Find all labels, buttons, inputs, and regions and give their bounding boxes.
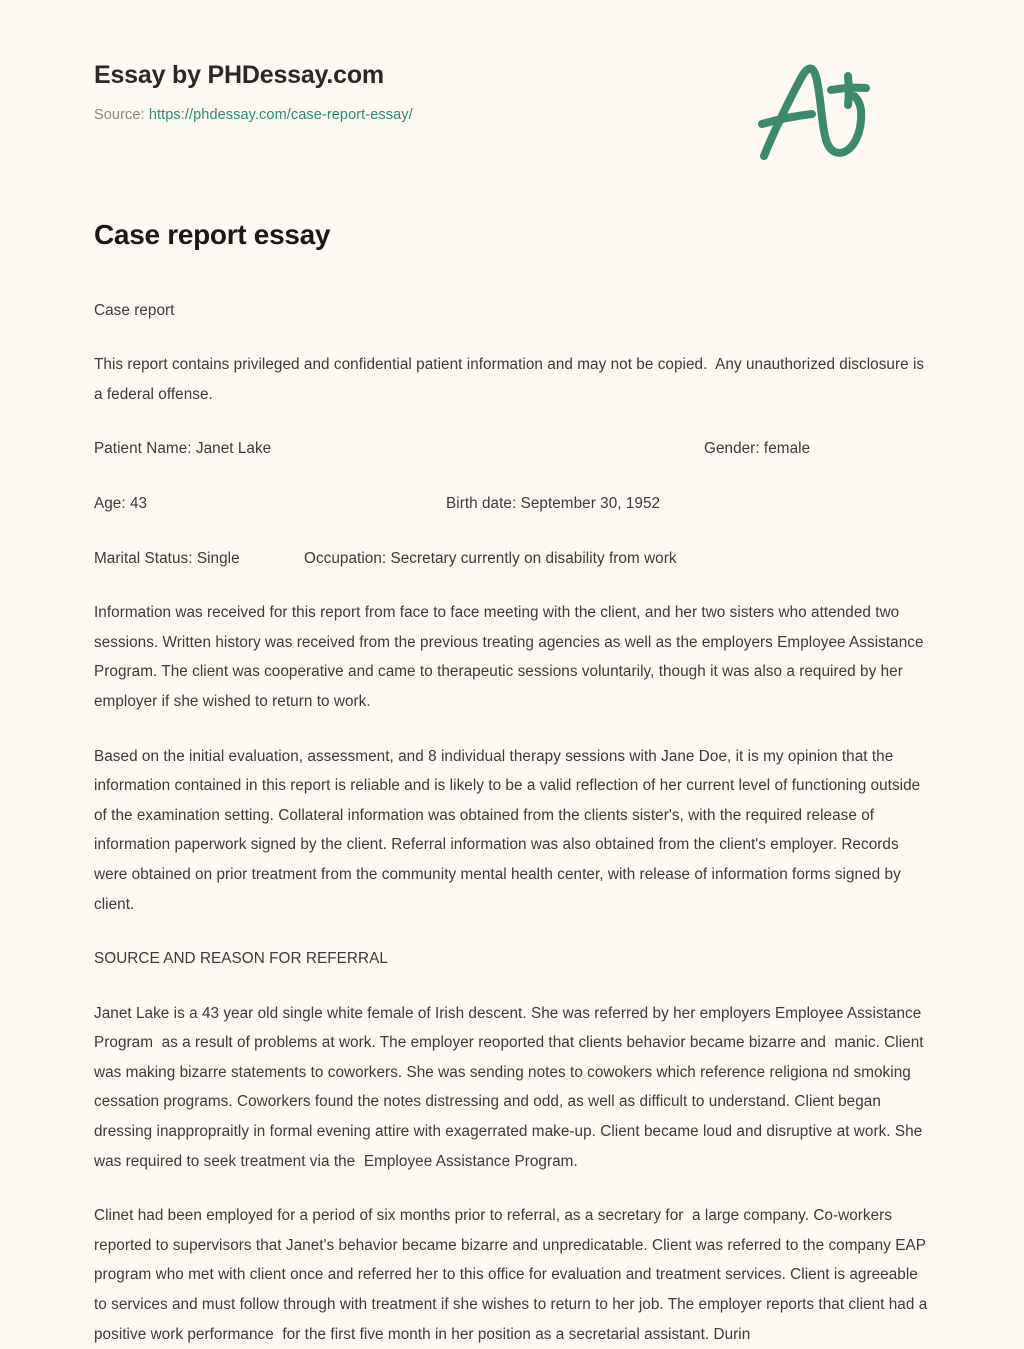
patient-birthdate-field: Birth date: September 30, 1952: [446, 494, 661, 512]
patient-info-row: [94, 489, 930, 519]
patient-info-row: [94, 434, 930, 464]
a-plus-logo-icon: [750, 58, 882, 162]
paragraph-opinion: Based on the initial evaluation, assessment, and 8 individual therapy sessions with Jane Doe, it is my opinion that the information contained in this report is reliable and is likely to be a valid reflection of her current level of functioning outside of the examination setting. Collateral information was obtained from the clients sister's, with the required release of information paperwork signed by the client. Referral information was also obtained from the client's employer. Records were obtained on prior treatment from the community mental health center, with release of information forms signed by client.: [94, 747, 925, 913]
patient-name-field: Patient Name: Janet Lake: [94, 440, 272, 458]
document-body: [94, 120, 930, 1349]
paragraph-employment: Clinet had been employed for a period of six months prior to referral, as a secretary for a large company. Co-workers reported to supervisors that Janet's behavior became bizarre and unpredicatable. Client was referred to the company EAP program who met with client once and referred her to this office for evaluation and treatment services. Client is agreeable to services and must follow through with treatment if she wishes to return to her job. The employer reports that client had a positive work performance for the first five month in her position as a secretarial assistant. Durin: [94, 1207, 932, 1343]
page-title: Case report essay: [94, 219, 331, 250]
paragraph-referral: Janet Lake is a 43 year old single white female of Irish descent. She was referred by her employers Employee Assistance Program as a result of problems at work. The employer reoported that clients behavior became bizarre and manic. Client was making bizarre statements to coworkers. She was sending notes to cowokers which reference religiona nd smoking cessation programs. Coworkers found the notes distressing and odd, as well as difficult to understand. Client began dressing inappropraitly in formal evening attire with exagerrated make-up. Client became loud and disruptive at work. She was required to seek treatment via the Employee Assistance Program.: [94, 1004, 931, 1170]
section-heading-referral: SOURCE AND REASON FOR REFERRAL: [94, 950, 388, 968]
patient-marital-status-field: Marital Status: Single: [94, 549, 240, 567]
confidentiality-notice: This report contains privileged and confidential patient information and may not be copied. Any unauthorized disclosure is a federal offense.: [94, 356, 929, 403]
patient-occupation-field: Occupation: Secretary currently on disability from work: [304, 549, 677, 567]
intro-line: Case report: [94, 301, 175, 319]
source-label: Source:: [94, 106, 145, 123]
patient-age-field: Age: 43: [94, 494, 148, 512]
patient-info-row: [94, 544, 930, 574]
brand-title: Essay by PHDessay.com: [94, 61, 384, 89]
page-header: [94, 0, 930, 123]
paragraph-sources: Information was received for this report from face to face meeting with the client, and her two sisters who attended two sessions. Written history was received from the previous treating agencies as well as the employers Employee Assistance Program. The client was cooperative and came to therapeutic sessions voluntarily, though it was also a required by her employer if she wished to return to work.: [94, 604, 928, 710]
patient-gender-field: Gender: female: [704, 440, 811, 458]
source-url-link[interactable]: https://phdessay.com/case-report-essay/: [148, 106, 413, 123]
